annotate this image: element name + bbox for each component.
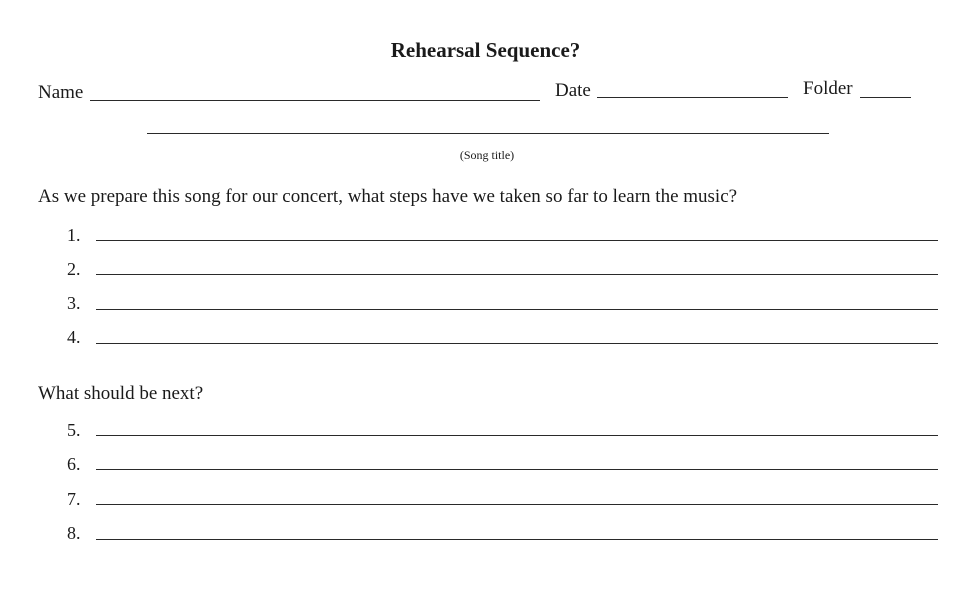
item-number: 8. (67, 523, 81, 543)
folder-label: Folder (803, 78, 853, 99)
date-label: Date (555, 80, 591, 101)
date-field-line[interactable] (597, 97, 788, 98)
answer-line-3[interactable] (96, 309, 938, 310)
item-number: 2. (67, 259, 81, 279)
name-label: Name (38, 82, 84, 103)
section1-question: As we prepare this song for our concert, what steps have we taken so far to learn the music? (38, 186, 738, 207)
answer-line-5[interactable] (96, 435, 938, 436)
item-number: 5. (67, 420, 81, 440)
item-number: 4. (67, 327, 81, 347)
item-number: 3. (67, 293, 81, 313)
answer-line-8[interactable] (96, 539, 938, 540)
name-field-line[interactable] (90, 100, 540, 101)
answer-line-1[interactable] (96, 240, 938, 241)
answer-line-4[interactable] (96, 343, 938, 344)
worksheet-title: Rehearsal Sequence? (390, 38, 581, 62)
answer-line-6[interactable] (96, 469, 938, 470)
answer-line-2[interactable] (96, 274, 938, 275)
song-title-line[interactable] (147, 133, 829, 134)
section2-question: What should be next? (38, 383, 204, 404)
answer-line-7[interactable] (96, 504, 938, 505)
folder-field-line[interactable] (860, 97, 911, 98)
item-number: 6. (67, 454, 81, 474)
item-number: 1. (67, 225, 81, 245)
song-title-caption: (Song title) (459, 148, 515, 162)
item-number: 7. (67, 489, 81, 509)
